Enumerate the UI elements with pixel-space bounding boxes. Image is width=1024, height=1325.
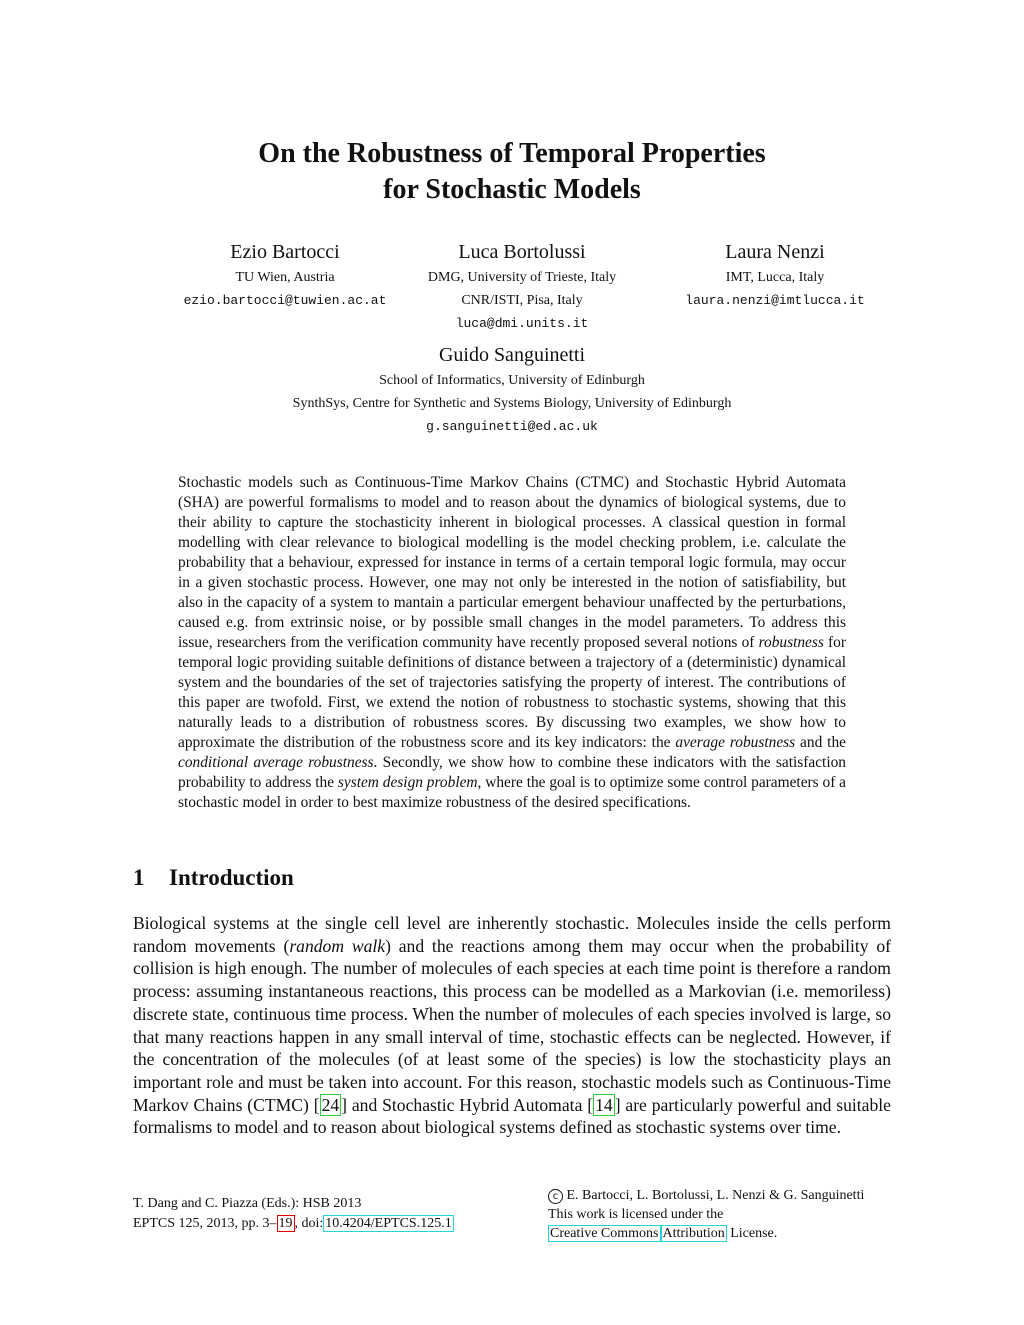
author-affiliation: IMT, Lucca, Italy [725,270,825,285]
section-number: 1 [133,865,145,890]
intro-text: ] and Stochastic Hybrid Automata [ [341,1094,594,1115]
abstract-text: for temporal logic providing suitable definitions of distance between a trajectory of a (deterministic) dynamical system and the boundaries of the set of trajectories satisfying the property of interest. The contributions of this paper are twofold. First, we extend the notion of robustness to stochastic systems, showing that this naturally leads to a distribution of robustness scores. By discussing two examples, we show how to approximate the distribution of the robustness score and its key indicators: the [178,634,846,751]
abstract-emphasis: robustness [758,634,824,651]
abstract-emphasis: system design problem [337,774,478,791]
author-affiliation: SynthSys, Centre for Synthetic and Systems Biology, University of Edinburgh [292,396,732,411]
author-email[interactable]: laura.nenzi@imtlucca.it [685,293,865,308]
introduction-paragraph [133,912,891,1139]
intro-emphasis: random walk [289,935,386,956]
intro-text: ] are particularly powerful and suitable formalisms to model and to reason about biological systems defined as stochastic systems over time. [133,1094,891,1138]
footer-publication-info [133,1194,454,1234]
abstract-emphasis: average robustness [675,734,796,751]
copyright-text: E. Bartocci, L. Bortolussi, L. Nenzi & G. Sanguinetti [563,1188,865,1203]
author-affiliation: CNR/ISTI, Pisa, Italy [461,293,583,308]
footer-series [133,1214,454,1234]
author-name: Laura Nenzi [725,241,825,263]
citation-link-24[interactable]: 24 [321,1094,340,1115]
author-email[interactable]: luca@dmi.units.it [455,316,589,331]
author-name: Ezio Bartocci [230,241,340,263]
abstract-emphasis: conditional average robustness [178,754,374,771]
last-page-link[interactable]: 19 [278,1216,293,1231]
author-email[interactable]: ezio.bartocci@tuwien.ac.at [183,293,387,308]
abstract-text: Stochastic models such as Continuous-Time Markov Chains (CTMC) and Stochastic Hybrid Automata (SHA) are powerful formalisms to model and to reason about the dynamics of biological systems, due to their ability to capture the stochasticity inherent in biological processes. A classical question in formal modelling with clear relevance to biological modelling is the model checking problem, i.e. calculate the probability that a behaviour, expressed for instance in terms of a certain temporal logic formula, may occur in a given stochastic process. However, one may not only be interested in the notion of satisfiability, but also in the capacity of a system to mantain a particular emergent behaviour unaffected by the perturbations, caused e.g. from extrinsic noise, or by possible small changes in the model parameters. To address this issue, researchers from the verification community have recently proposed several notions of [178,474,846,651]
copyright-icon: c [548,1189,563,1204]
abstract-text: . Secondly, we show how to combine these indicators with the satisfaction probability to address the [178,754,847,791]
footer-editors: T. Dang and C. Piazza (Eds.): HSB 2013 [133,1196,362,1211]
intro-text: Biological systems at the single cell level are inherently stochastic. Molecules inside the cells perform random movements ( [133,913,891,956]
footer-copyright [548,1186,864,1205]
abstract-text: and the [795,734,846,751]
author-affiliation: TU Wien, Austria [235,270,335,285]
attribution-link[interactable]: Attribution [662,1226,725,1241]
footer-license-line: This work is licensed under the [548,1207,724,1222]
creative-commons-link[interactable]: Creative Commons [550,1226,659,1241]
footer-doi-label: , doi: [294,1216,324,1231]
title-line-2: for Stochastic Models [383,174,641,205]
author-affiliation: DMG, University of Trieste, Italy [427,270,617,285]
title-line-1: On the Robustness of Temporal Properties [258,138,766,169]
intro-text: ) and the reactions among them may occur when the probability of collision is high enough. The number of molecules of each species at each time point is therefore a random process: assuming instantaneous reactions, this process can be modelled as a Markovian (i.e. memoriless) discrete state, continuous time process. When the number of molecules of each species involved is large, so that many reactions happen in any small interval of time, stochastic effects can be neglected. However, if the concentration of the molecules (of at least some of the species) is low the stochasticity plays an important role and must be taken into account. For this reason, stochastic models such as Continuous-Time Markov Chains (CTMC) [ [133,935,891,1115]
section-title: Introduction [169,865,294,890]
abstract [178,473,846,813]
author-block-nenzi [650,240,900,312]
author-block-bartocci [160,240,410,312]
abstract-text: , where the goal is to optimize some control parameters of a stochastic model in order to best maximize robustness of the desired specifications. [178,774,847,811]
section-heading-introduction [133,865,294,891]
footer-series-text: EPTCS 125, 2013, pp. 3– [133,1216,277,1231]
license-suffix: License. [726,1226,778,1241]
doi-link[interactable]: 10.4204/EPTCS.125.1 [325,1216,452,1231]
paper-title [0,136,1024,208]
author-block-sanguinetti [212,343,812,438]
citation-link-14[interactable]: 14 [595,1094,613,1115]
author-affiliation: School of Informatics, University of Edinburgh [379,373,645,388]
author-email[interactable]: g.sanguinetti@ed.ac.uk [426,419,598,434]
author-name: Guido Sanguinetti [438,344,586,366]
author-name: Luca Bortolussi [458,241,586,263]
author-block-bortolussi [392,240,652,335]
footer-license-links [548,1224,864,1243]
footer-license-info [548,1186,864,1243]
